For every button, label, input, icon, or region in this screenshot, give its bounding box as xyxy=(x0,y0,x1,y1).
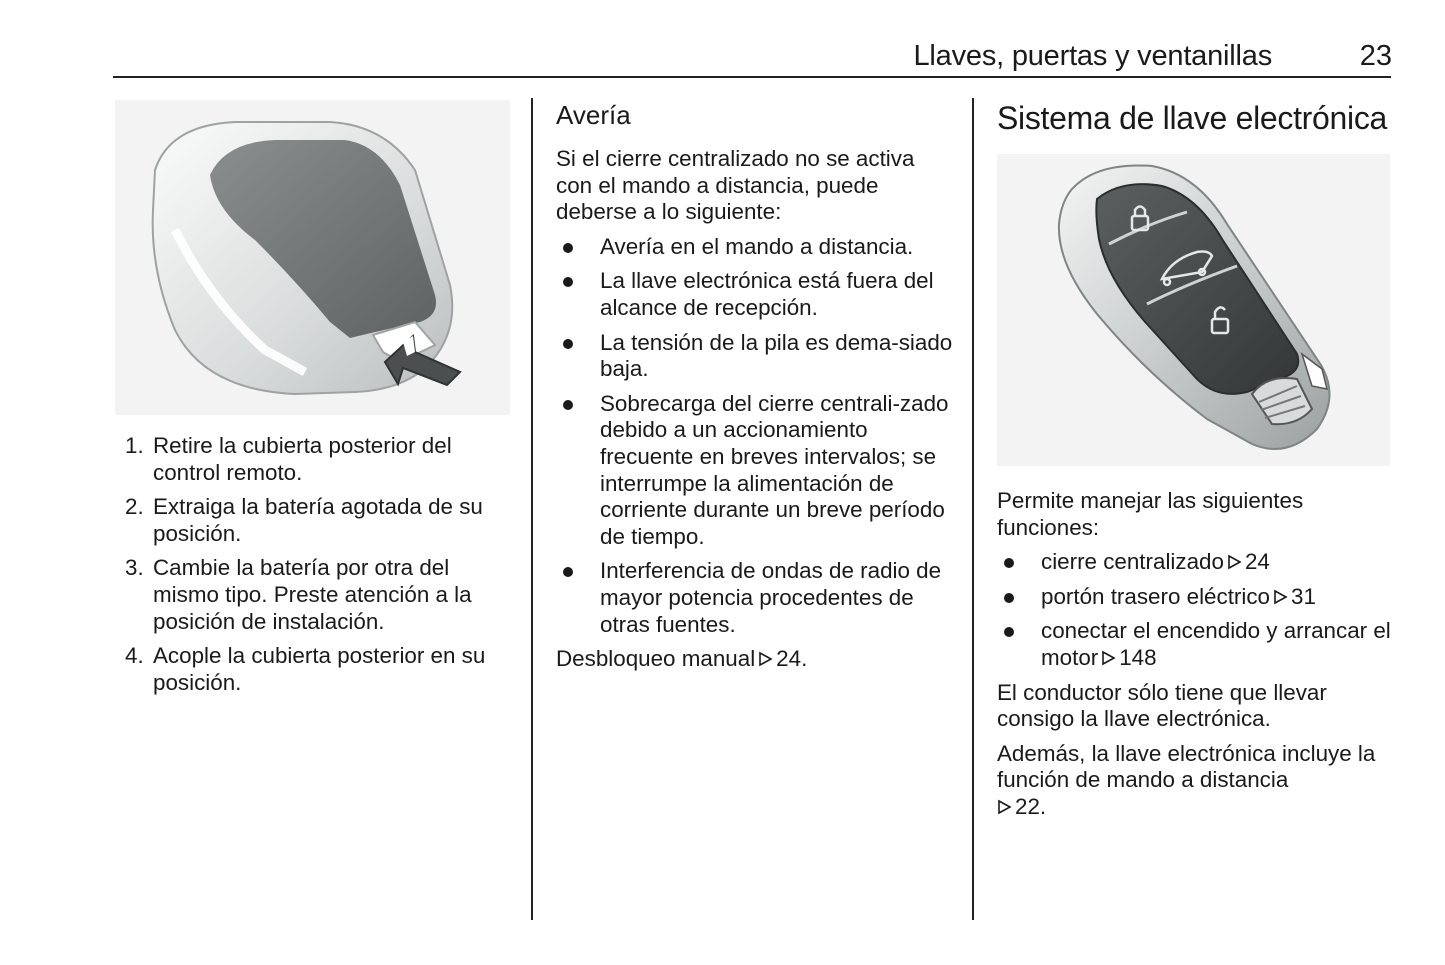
bullet-text: Interferencia de ondas de radio de mayor potencia procedentes de otras fuentes. xyxy=(600,558,942,637)
list-item xyxy=(556,268,956,321)
step-text: Cambie la batería por otra del mismo tipo. Preste atención a la posición de instalación. xyxy=(153,555,472,634)
bullet-text: cierre centralizado xyxy=(1041,549,1224,575)
left-column xyxy=(115,100,515,704)
step-number: 3. xyxy=(125,555,144,581)
bullet-text: Sobrecarga del cierre centrali-zado debido a un accionamiento frecuente en breves intervalos; se interrumpe la alimentación de corriente durante un breve período de tiempo. xyxy=(600,390,949,549)
list-item xyxy=(997,584,1397,611)
list-item xyxy=(115,643,515,696)
step-number: 2. xyxy=(125,494,144,520)
battery-cover-figure xyxy=(115,100,510,415)
page-reference-arrow-icon xyxy=(1101,649,1117,667)
header-rule xyxy=(113,76,1391,78)
remote-function-note xyxy=(997,741,1397,821)
bullet-icon xyxy=(1004,627,1014,637)
driver-note: El conductor sólo tiene que llevar consigo la llave electrónica. xyxy=(997,679,1327,732)
list-item xyxy=(115,433,515,486)
page-reference-link[interactable]: 148 xyxy=(1119,644,1157,670)
battery-steps-list xyxy=(115,433,515,696)
page-reference-link[interactable]: 22. xyxy=(1015,793,1047,819)
section-heading-averia: Avería xyxy=(556,100,631,130)
averia-intro: Si el cierre centralizado no se activa con el mando a distancia, puede deberse a lo siguiente: xyxy=(556,146,915,225)
right-column xyxy=(997,100,1397,829)
column-divider-left xyxy=(531,98,533,920)
averia-causes-list xyxy=(556,234,956,638)
bullet-text: La tensión de la pila es dema-siado baja. xyxy=(600,329,953,382)
step-text: Extraiga la batería agotada de su posición. xyxy=(153,494,483,546)
running-header-title: Llaves, puertas y ventanillas xyxy=(913,40,1272,72)
list-item xyxy=(115,494,515,547)
list-item xyxy=(556,391,956,551)
manual-unlock-text: Desbloqueo manual xyxy=(556,646,756,672)
list-item xyxy=(556,330,956,383)
bullet-icon xyxy=(1004,558,1014,568)
step-text: Retire la cubierta posterior del control remoto. xyxy=(153,433,452,485)
bullet-icon xyxy=(563,400,573,410)
bullet-icon xyxy=(563,567,573,577)
bullet-text: portón trasero eléctrico xyxy=(1041,583,1270,609)
bullet-icon xyxy=(563,339,573,349)
list-item xyxy=(115,555,515,635)
functions-intro: Permite manejar las siguientes funciones: xyxy=(997,488,1304,540)
key-fob-battery-cover-illustration xyxy=(115,100,510,415)
step-text: Acople la cubierta posterior en su posición. xyxy=(153,643,486,695)
electronic-key-figure xyxy=(997,154,1390,466)
page-number: 23 xyxy=(1359,40,1392,72)
bullet-icon xyxy=(563,277,573,287)
step-number: 1. xyxy=(125,433,144,458)
electronic-key-fob-illustration xyxy=(997,154,1390,466)
middle-column xyxy=(556,100,956,681)
page-reference-arrow-icon xyxy=(758,650,774,668)
page-reference-arrow-icon xyxy=(1227,553,1243,571)
list-item xyxy=(997,618,1397,671)
page-reference-link[interactable]: 31 xyxy=(1291,583,1316,609)
page-reference-arrow-icon xyxy=(997,798,1013,816)
manual-unlock-reference xyxy=(556,646,956,673)
bullet-icon xyxy=(563,243,573,253)
bullet-text: Avería en el mando a distancia. xyxy=(600,233,914,259)
page-reference-arrow-icon xyxy=(1273,588,1289,606)
section-heading-electronic-key: Sistema de llave electrónica xyxy=(997,100,1388,136)
functions-list xyxy=(997,549,1397,671)
bullet-text: conectar el encendido y arrancar el motor xyxy=(1041,618,1391,670)
page-reference-link[interactable]: 24 xyxy=(1244,549,1270,575)
list-item xyxy=(556,234,956,261)
column-divider-right xyxy=(972,98,974,920)
list-item xyxy=(997,549,1397,576)
step-number: 4. xyxy=(125,643,144,669)
bullet-text: La llave electrónica está fuera del alcance de recepción. xyxy=(600,268,934,320)
remote-function-text: Además, la llave electrónica incluye la función de mando a distancia xyxy=(997,740,1376,793)
list-item xyxy=(556,558,956,638)
bullet-icon xyxy=(1004,593,1014,603)
manual-unlock-page-link[interactable]: 24. xyxy=(776,646,808,672)
